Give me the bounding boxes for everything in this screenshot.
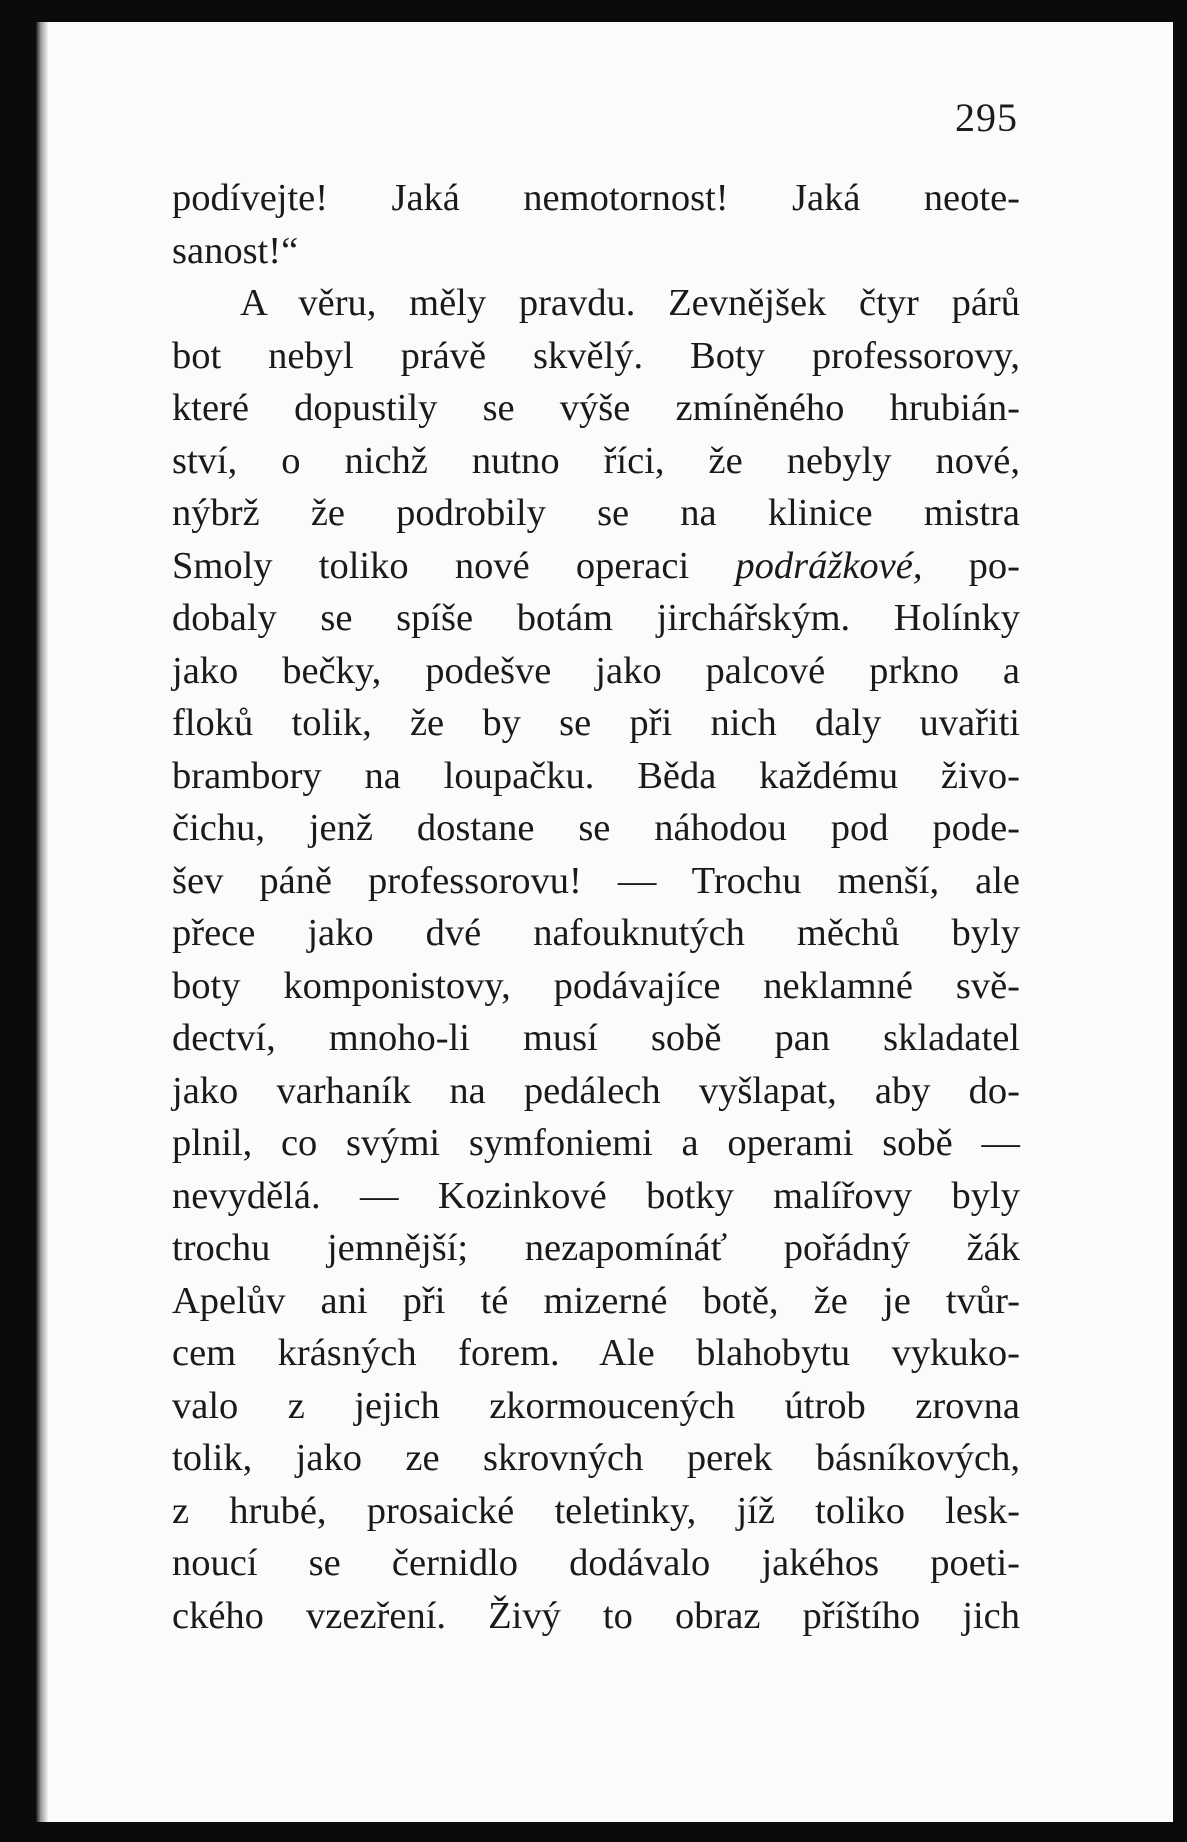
text-line: které dopustily se výše zmíněného hrubián-: [172, 387, 1020, 429]
text-line: [172, 540, 1020, 593]
text-line: cem krásných forem. Ale blahobytu vykuko-: [172, 1332, 1020, 1374]
text-line: ckého vzezření. Živý to obraz příštího jich: [172, 1594, 1020, 1637]
page-number: 295: [955, 95, 1018, 140]
text-line: valo z jejich zkormoucených útrob zrovna: [172, 1384, 1020, 1427]
text-line: čichu, jenž dostane se náhodou pod pode-: [172, 807, 1020, 849]
scan-border: [1173, 0, 1187, 1842]
text-line: dobaly se spíše botám jirchářským. Holínky: [172, 597, 1020, 639]
page-spine-shadow: [36, 22, 48, 1822]
text-line: Apelův ani při té mizerné botě, že je tvůr-: [172, 1279, 1020, 1322]
text-line-segment: po-: [922, 544, 1020, 587]
text-line: jako varhaník na pedálech vyšlapat, aby do-: [172, 1069, 1020, 1112]
text-line: boty komponistovy, podávajíce neklamné svě-: [172, 964, 1020, 1007]
text-line: podívejte! Jaká nemotornost! Jaká neote-: [172, 177, 1020, 219]
text-line: bot nebyl právě skvělý. Boty professorovy,: [172, 334, 1020, 377]
text-line: A věru, měly pravdu. Zevnějšek čtyr párů: [240, 282, 1020, 324]
text-line: dectví, mnoho-li musí sobě pan skladatel: [172, 1017, 1020, 1059]
text-line: trochu jemnější; nezapomínáť pořádný žák: [172, 1227, 1020, 1269]
text-line: šev páně professorovu! — Trochu menší, ale: [172, 859, 1020, 902]
text-line: floků tolik, že by se při nich daly uvařiti: [172, 702, 1020, 744]
body-text: [172, 172, 1020, 1642]
text-line: tolik, jako ze skrovných perek básníkových,: [172, 1437, 1020, 1479]
italic-word: podrážkové,: [735, 544, 923, 587]
text-line: noucí se černidlo dodávalo jakéhos poeti-: [172, 1542, 1020, 1584]
text-line: jako bečky, podešve jako palcové prkno a: [172, 649, 1020, 692]
text-line-segment: Smoly toliko nové operaci: [172, 544, 736, 587]
text-line: ství, o nichž nutno říci, že nebyly nové,: [172, 439, 1020, 482]
text-line: přece jako dvé nafouknutých měchů byly: [172, 912, 1020, 954]
text-line: plnil, co svými symfoniemi a operami sobě —: [172, 1122, 1020, 1164]
text-line: z hrubé, prosaické teletinky, jíž toliko lesk-: [172, 1489, 1020, 1532]
text-line: nýbrž že podrobily se na klinice mistra: [172, 492, 1020, 534]
text-line: sanost!“: [172, 229, 299, 272]
text-line: brambory na loupačku. Běda každému živo-: [172, 754, 1020, 797]
text-line: nevydělá. — Kozinkové botky malířovy byly: [172, 1174, 1020, 1217]
